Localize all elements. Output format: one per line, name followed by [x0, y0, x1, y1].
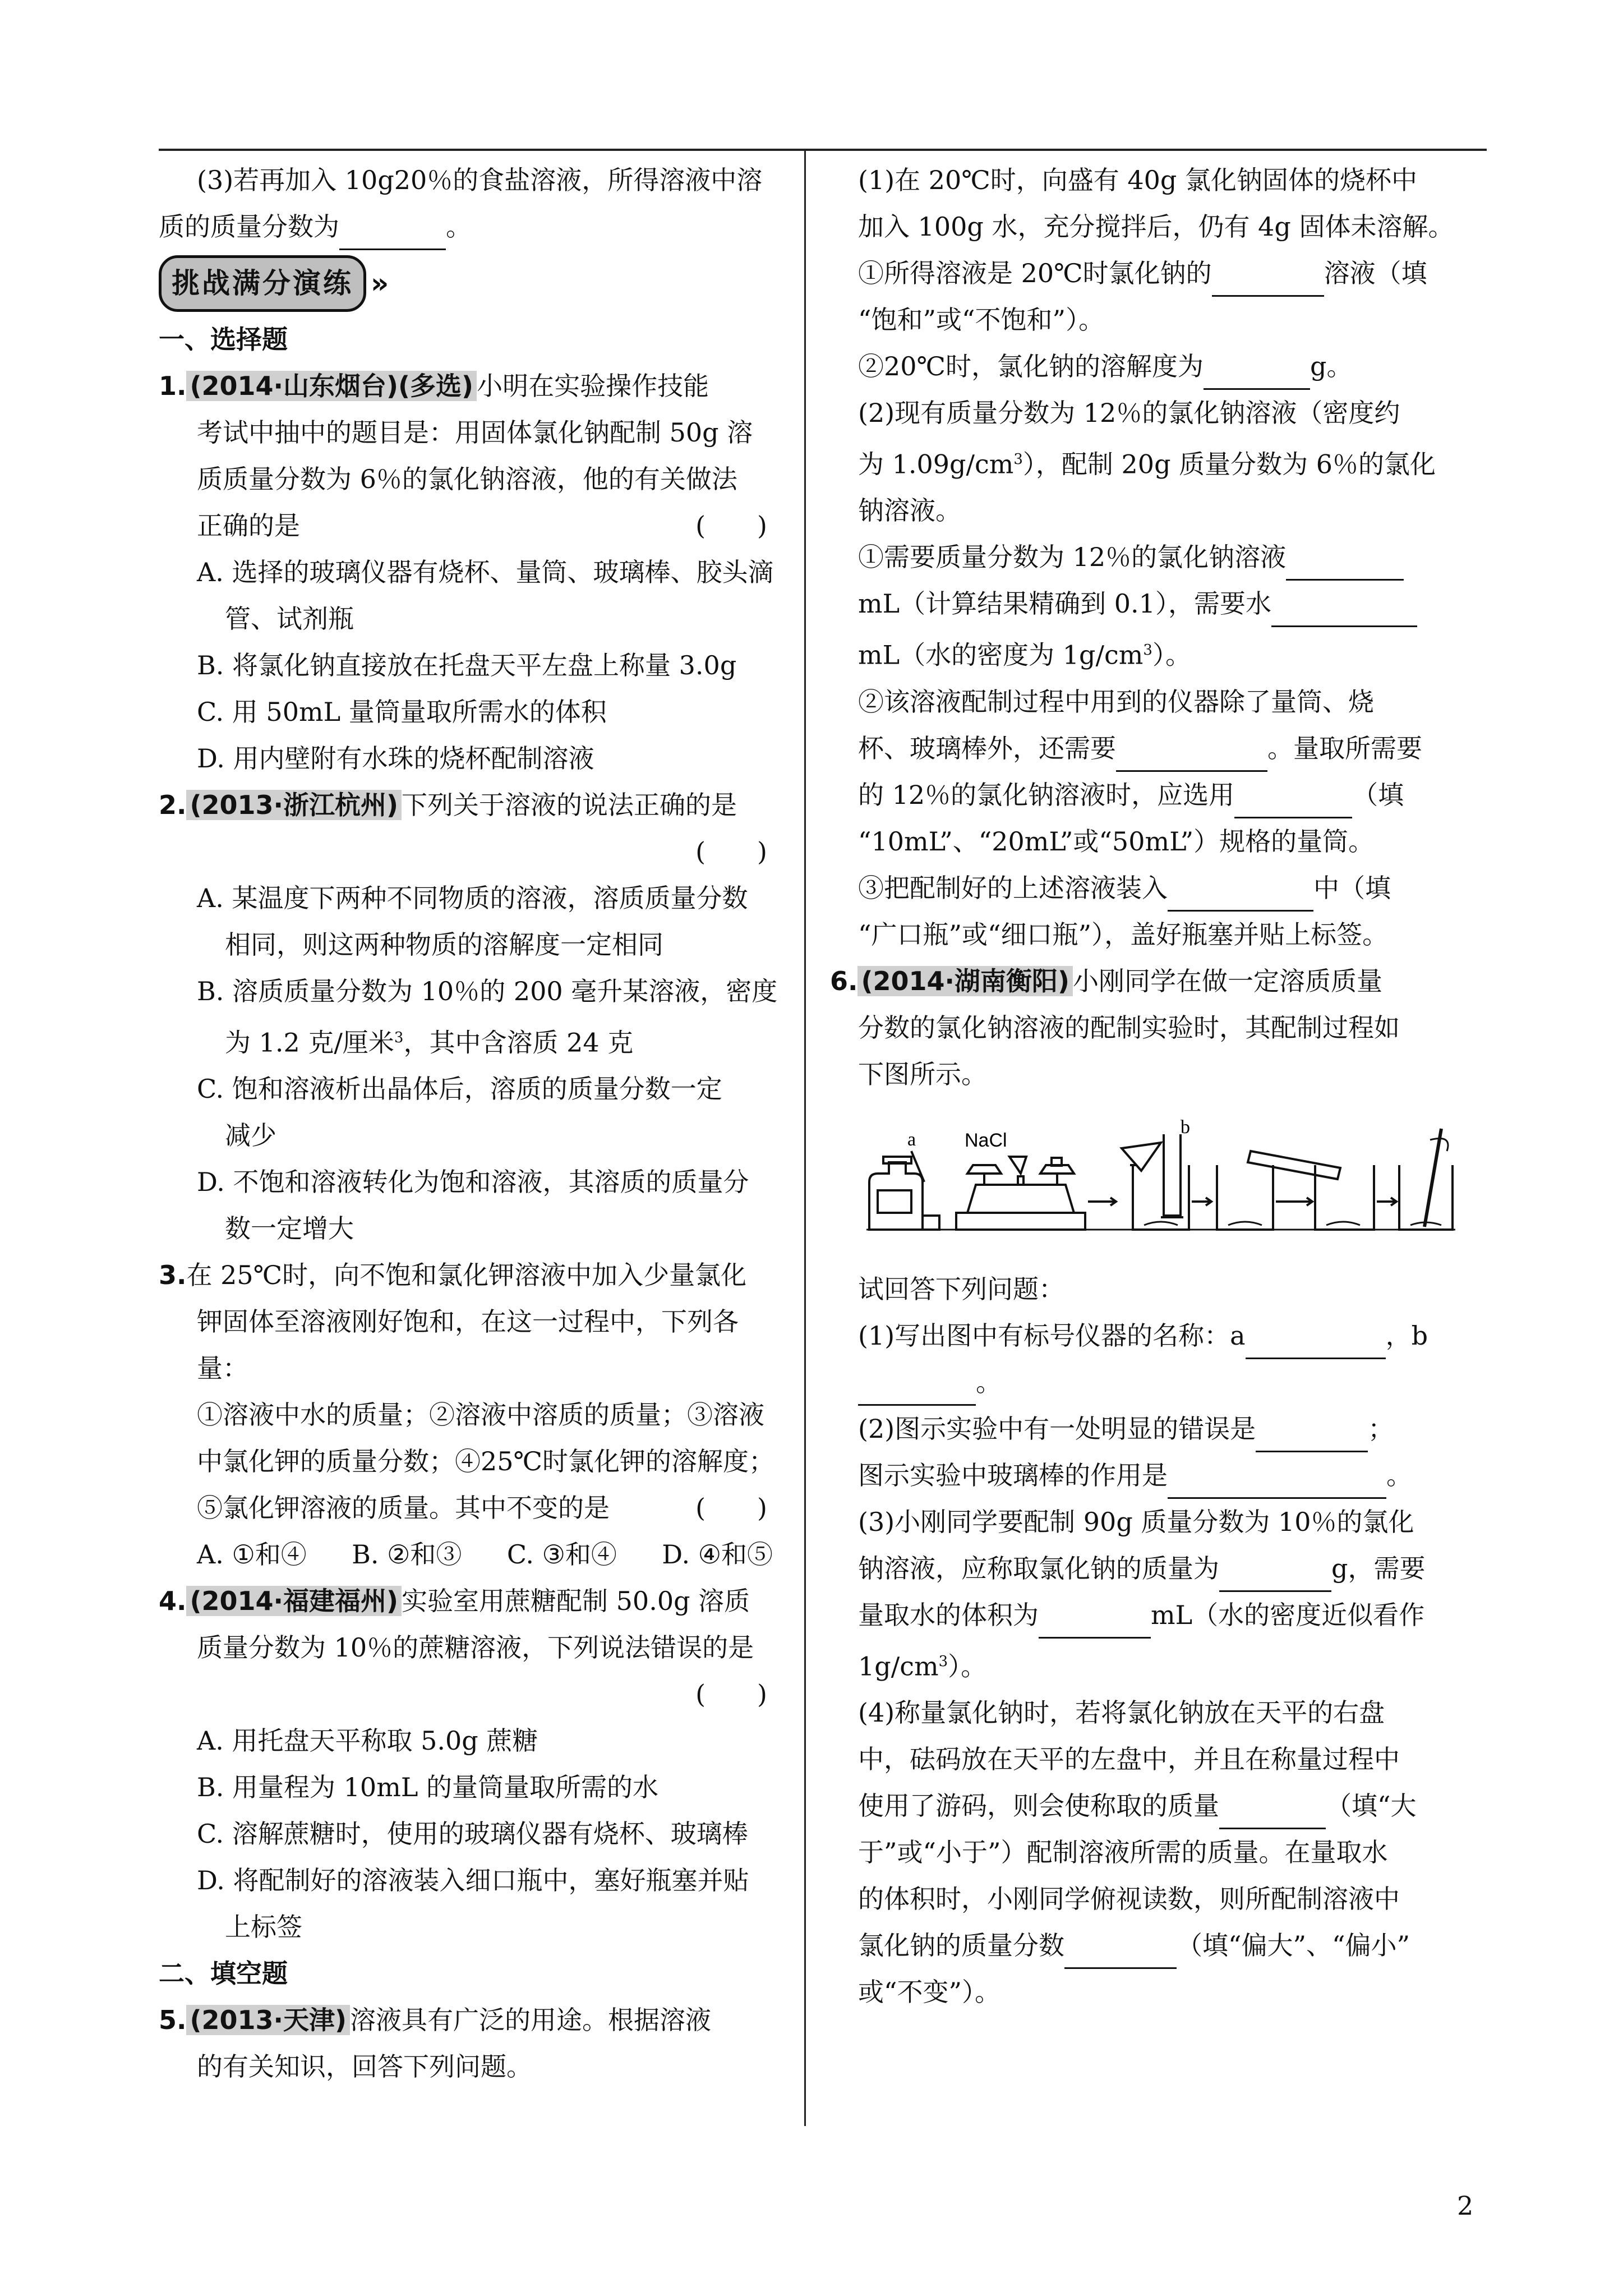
q2-option-b[interactable]: B. 溶质质量分数为 10％的 200 毫升某溶液，密度 — [197, 976, 778, 1006]
q6-sub2-line1: (2)图示实验中有一处明显的错误是 ； — [858, 1406, 1486, 1452]
q5-part2a-line2: mL（计算结果精确到 0.1），需要水 — [858, 581, 1486, 627]
q5-part2b-line2: 杯、玻璃棒外，还需要 。量取所需要 — [858, 725, 1486, 772]
q4-option-d[interactable]: D. 将配制好的溶液装入细口瓶中，塞好瓶塞并贴 — [197, 1865, 749, 1896]
spoon-icon — [911, 1151, 924, 1182]
q6-sub4-line3: 使用了游码，则会使称取的质量 （填“大 — [858, 1783, 1486, 1829]
pouring-cylinder-icon — [1248, 1151, 1340, 1179]
q3-stem-line5: ⑤氯化钾溶液的质量。其中不变的是 ( ) — [159, 1485, 784, 1531]
paper-funnel-icon — [1122, 1143, 1161, 1171]
q3-answer-paren[interactable]: ( ) — [695, 1493, 767, 1524]
q5-part2-line3: 钠溶液。 — [858, 495, 961, 526]
q6-sub1-line2: 。 — [858, 1359, 1486, 1406]
q5-part1-line2: 加入 100g 水，充分搅拌后，仍有 4g 固体未溶解。 — [858, 211, 1454, 242]
q2-option-d-cont: 数一定增大 — [225, 1213, 354, 1244]
q1-stem-line3: 质质量分数为 6％的氯化钠溶液，他的有关做法 — [197, 464, 737, 494]
q4-option-b[interactable]: B. 用量程为 10mL 的量筒量取所需的水 — [197, 1772, 658, 1803]
q6-sub4-line5: 的体积时，小刚同学俯视读数，则所配制溶液中 — [858, 1883, 1400, 1914]
q4-option-a[interactable]: A. 用托盘天平称取 5.0g 蔗糖 — [197, 1726, 538, 1756]
answer-blank[interactable] — [1246, 1328, 1386, 1359]
q3-stem-line4: 中氯化钾的质量分数；④25℃时氯化钾的溶解度； — [197, 1446, 774, 1477]
figure-label-nacl: NaCl — [965, 1129, 1007, 1151]
reagent-bottle-icon — [869, 1157, 923, 1230]
q1-stem-line1: 1. (2014·山东烟台)(多选) 小明在实验操作技能 — [159, 371, 709, 401]
graduated-cylinder-icon — [1164, 1134, 1181, 1216]
q1-stem-line2: 考试中抽中的题目是：用固体氯化钠配制 50g 溶 — [197, 417, 753, 448]
column-divider — [804, 149, 806, 2126]
q4-answer-paren[interactable]: ( ) — [695, 1679, 767, 1710]
q5-part2c-line2: “广口瓶”或“细口瓶”），盖好瓶塞并贴上标签。 — [858, 919, 1389, 950]
q6-sub4-line2: 中，砝码放在天平的左盘中，并且在称量过程中 — [858, 1743, 1400, 1774]
q2-option-c-cont: 减少 — [225, 1120, 276, 1151]
q3-option-c[interactable]: C. ③和④ — [506, 1539, 617, 1570]
q1-option-a[interactable]: A. 选择的玻璃仪器有烧杯、量筒、玻璃棒、胶头滴 — [197, 557, 774, 587]
answer-blank[interactable] — [339, 219, 446, 250]
figure-label-a: a — [907, 1129, 916, 1150]
q1-source-badge: (2014·山东烟台)(多选) — [186, 371, 477, 401]
q5-stem-line2: 的有关知识，回答下列问题。 — [197, 2051, 532, 2082]
q6-sub2-line2: 图示实验中玻璃棒的作用是 。 — [858, 1452, 1486, 1499]
q6-stem-line1: 6. (2014·湖南衡阳) 小刚同学在做一定溶质质量 — [830, 965, 1383, 996]
q5-part2b-line1: ②该溶液配制过程中用到的仪器除了量筒、烧 — [858, 686, 1374, 717]
q2-option-a[interactable]: A. 某温度下两种不同物质的溶液，溶质质量分数 — [197, 883, 748, 913]
banner-title: 挑战满分演练 — [159, 255, 366, 312]
q5-part2a-line3: mL（水的密度为 $1g/cm^3$）。 — [858, 639, 1191, 670]
q-intro-3-line2: 质的质量分数为 。 — [159, 204, 784, 250]
answer-blank[interactable] — [1212, 266, 1324, 297]
figure-label-b: b — [1181, 1117, 1190, 1138]
stopper-icon — [923, 1216, 939, 1230]
q5-part2b-line3: 的 12％的氯化钠溶液时，应选用 （填 — [858, 772, 1486, 818]
q6-sub4-line4: 于”或“小于”）配制溶液所需的质量。在量取水 — [858, 1837, 1388, 1867]
q3-option-d[interactable]: D. ④和⑤ — [662, 1539, 773, 1570]
answer-blank[interactable] — [858, 1375, 976, 1406]
q3-stem-line2: 钾固体至溶液刚好饱和，在这一过程中，下列各量： — [197, 1306, 739, 1384]
q1-option-c[interactable]: C. 用 50mL 量筒量取所需水的体积 — [197, 697, 607, 727]
section-heading-choice: 一、选择题 — [159, 324, 288, 355]
q5-part2a-line1: ①需要质量分数为 12％的氯化钠溶液 — [858, 534, 1486, 581]
answer-blank[interactable] — [1168, 1468, 1386, 1499]
q3-stem-line1: 3.在 25℃时，向不饱和氯化钾溶液中加入少量氯化 — [159, 1260, 747, 1291]
answer-blank[interactable] — [1204, 359, 1310, 390]
q2-option-b-cont: 为 1.2 克/厘米$^3$，其中含溶质 24 克 — [225, 1027, 634, 1058]
answer-blank[interactable] — [1064, 1938, 1177, 1969]
q6-sub3-line4: $1g/cm^3$）。 — [858, 1650, 987, 1681]
q1-answer-paren[interactable]: ( ) — [695, 510, 767, 541]
top-rule — [159, 149, 1487, 151]
q5-part2-line2: 为 $1.09g/cm^3$），配制 20g 质量分数为 6％的氯化 — [858, 449, 1436, 480]
q3-option-a[interactable]: A. ①和④ — [197, 1539, 307, 1570]
q2-option-a-cont: 相同，则这两种物质的溶解度一定相同 — [225, 930, 663, 960]
balance-icon — [956, 1157, 1085, 1230]
q4-stem-line2: 质量分数为 10％的蔗糖溶液，下列说法错误的是 — [197, 1632, 754, 1663]
left-column — [159, 157, 784, 2090]
q6-sub1-line1: (1)写出图中有标号仪器的名称：a ，b — [858, 1313, 1486, 1359]
beaker-icon — [1315, 1165, 1374, 1230]
page-number: 2 — [1457, 2191, 1474, 2221]
answer-blank[interactable] — [1234, 788, 1352, 818]
q2-source-badge: (2013·浙江杭州) — [186, 790, 402, 820]
right-column — [830, 157, 1486, 2016]
q2-stem-line1: 2. (2013·浙江杭州) 下列关于溶液的说法正确的是 — [159, 790, 737, 820]
q6-sub4-line1: (4)称量氯化钠时，若将氯化钠放在天平的右盘 — [858, 1697, 1385, 1728]
q6-stem-line3: 下图所示。 — [858, 1059, 987, 1089]
q1-stem-line4: 正确的是 ( ) — [159, 503, 784, 549]
challenge-banner — [159, 258, 784, 309]
q6-source-badge: (2014·湖南衡阳) — [857, 966, 1073, 996]
q4-option-c[interactable]: C. 溶解蔗糖时，使用的玻璃仪器有烧杯、玻璃棒 — [197, 1819, 748, 1849]
q4-source-badge: (2014·福建福州) — [186, 1586, 402, 1616]
q5-part2c-line1: ③把配制好的上述溶液装入 中（填 — [858, 865, 1486, 912]
answer-blank[interactable] — [1286, 550, 1404, 581]
q1-option-d[interactable]: D. 用内壁附有水珠的烧杯配制溶液 — [197, 743, 594, 774]
q3-stem-line3: ①溶液中水的质量；②溶液中溶质的质量；③溶液 — [197, 1400, 764, 1430]
answer-blank[interactable] — [1039, 1608, 1151, 1639]
q2-option-d[interactable]: D. 不饱和溶液转化为饱和溶液，其溶质的质量分 — [197, 1167, 749, 1198]
q6-stem-line2: 分数的氯化钠溶液的配制实验时，其配制过程如 — [858, 1012, 1400, 1043]
q6-sub3-line3: 量取水的体积为 mL（水的密度近似看作 — [858, 1592, 1486, 1639]
banner-arrow-icon: » — [371, 266, 389, 300]
answer-blank[interactable] — [1219, 1561, 1331, 1592]
q-intro-3-line1: (3)若再加入 10g20％的食盐溶液，所得溶液中溶 — [197, 165, 763, 195]
q3-option-b[interactable]: B. ②和③ — [352, 1539, 462, 1570]
q5-part2b-line4: “10mL”、“20mL”或“50mL”）规格的量筒。 — [858, 826, 1375, 857]
q5-part2-line1: (2)现有质量分数为 12％的氯化钠溶液（密度约 — [858, 398, 1400, 428]
q2-option-c[interactable]: C. 饱和溶液析出晶体后，溶质的质量分数一定 — [197, 1074, 722, 1105]
lab-procedure-figure — [858, 1117, 1486, 1246]
q1-option-a-cont: 管、试剂瓶 — [225, 604, 354, 634]
q6-prompt: 试回答下列问题： — [858, 1273, 1064, 1304]
q1-option-b[interactable]: B. 将氯化钠直接放在托盘天平左盘上称量 3.0g — [197, 650, 737, 680]
q4-stem-line1: 4. (2014·福建福州) 实验室用蔗糖配制 50.0g 溶质 — [159, 1586, 750, 1617]
q5-part1b: ②20℃时，氯化钠的溶解度为 g。 — [858, 343, 1486, 390]
answer-blank[interactable] — [1256, 1421, 1368, 1452]
section-heading-fill: 二、填空题 — [159, 1958, 288, 1989]
q5-part1-line1: (1)在 20℃时，向盛有 40g 氯化钠固体的烧杯中 — [858, 165, 1417, 195]
q3-options — [159, 1531, 784, 1578]
q6-sub3-line1: (3)小刚同学要配制 90g 质量分数为 10％的氯化 — [858, 1506, 1414, 1537]
q6-sub3-line2: 钠溶液，应称取氯化钠的质量为 g，需要 — [858, 1545, 1486, 1592]
q4-option-d-cont: 上标签 — [225, 1912, 302, 1943]
answer-blank[interactable] — [1271, 596, 1417, 627]
q5-part1a-line1: ①所得溶液是 20℃时氯化钠的 溶液（填 — [858, 250, 1486, 297]
q5-part1a-line2: “饱和”或“不饱和”）。 — [858, 305, 1105, 335]
q6-sub4-line7: 或“不变”）。 — [858, 1976, 1001, 2007]
beaker-icon — [1217, 1165, 1273, 1230]
answer-blank[interactable] — [1168, 881, 1313, 912]
q5-source-badge: (2013·天津) — [186, 2005, 350, 2035]
answer-blank[interactable] — [1219, 1798, 1326, 1829]
q5-stem-line1: 5. (2013·天津) 溶液具有广泛的用途。根据溶液 — [159, 2005, 712, 2036]
glass-rod-icon — [1424, 1129, 1441, 1227]
lab-procedure-diagram — [858, 1117, 1458, 1246]
q2-answer-paren[interactable]: ( ) — [695, 836, 767, 867]
q6-sub4-line6: 氯化钠的质量分数 （填“偏大”、“偏小” — [858, 1922, 1486, 1969]
answer-blank[interactable] — [1116, 741, 1267, 772]
